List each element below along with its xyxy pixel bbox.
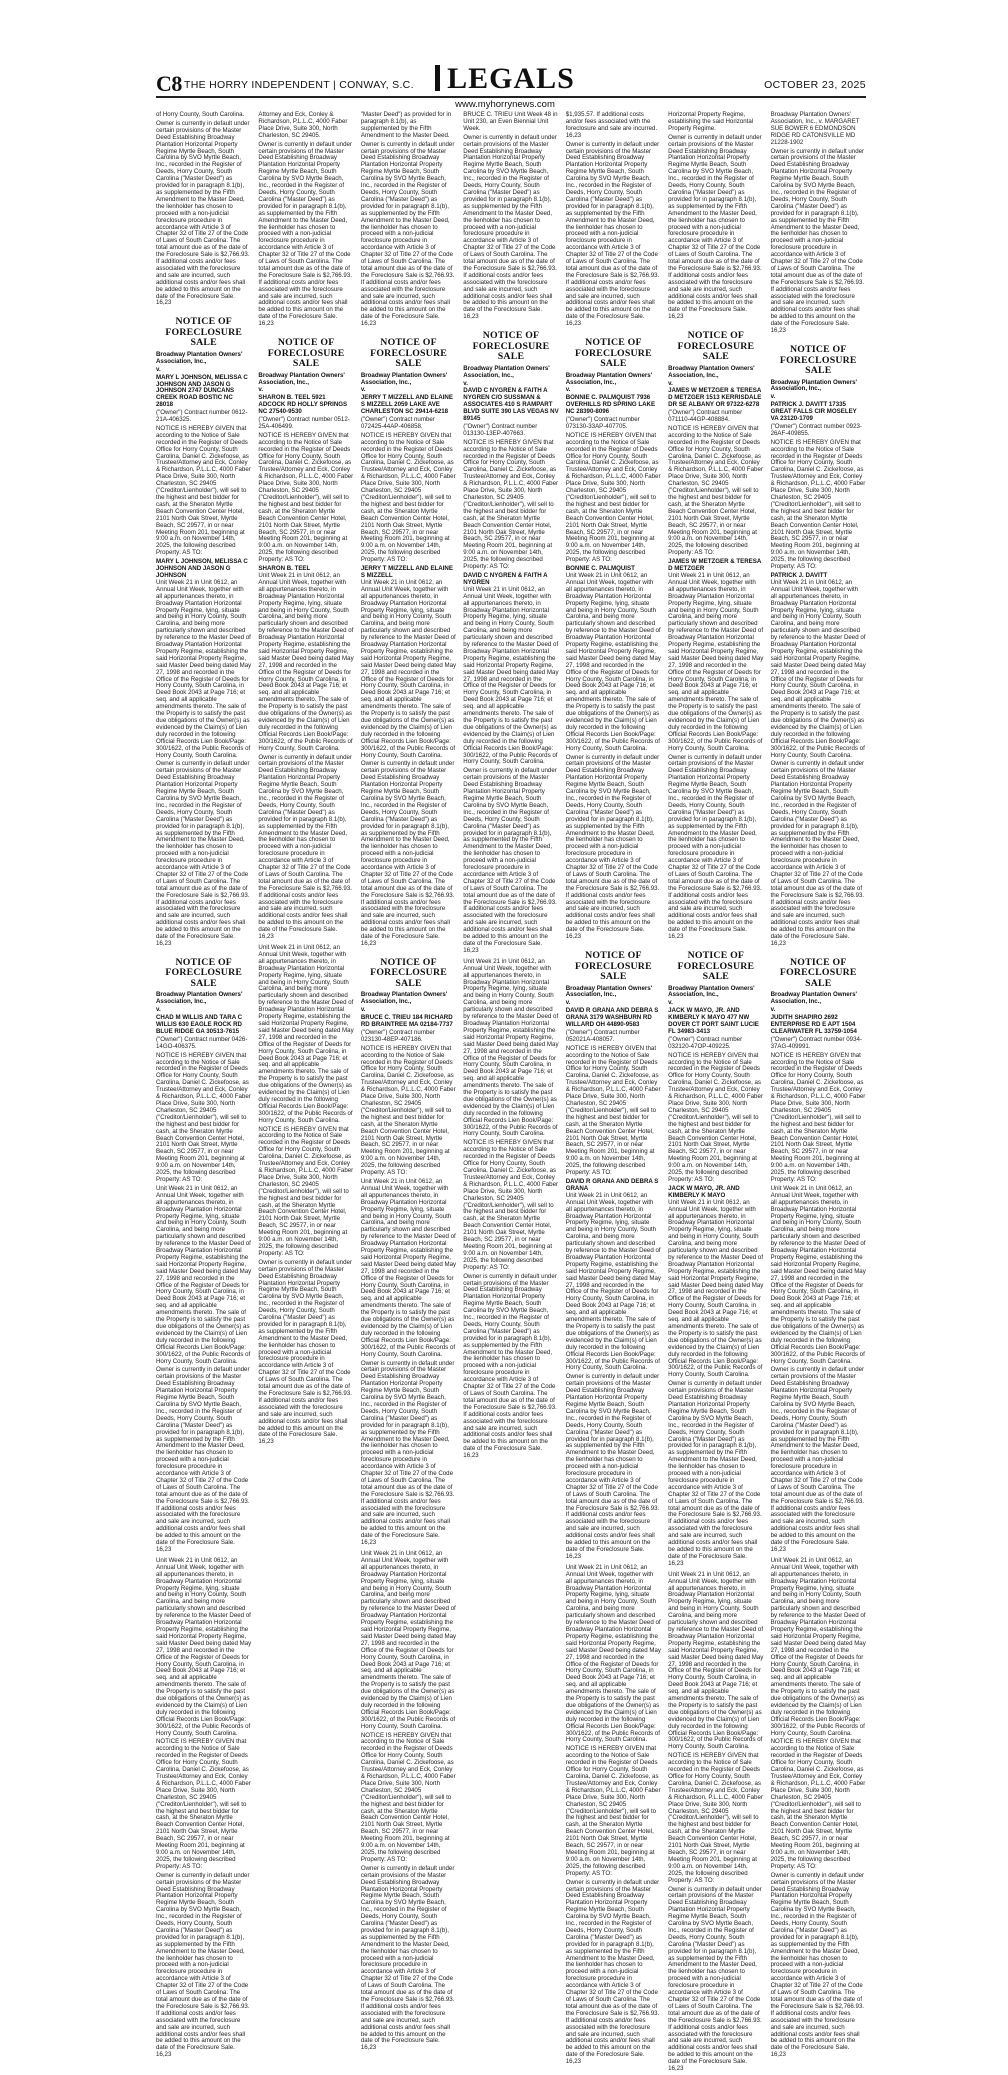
- notice-contract: ("Owner") Contract number 0934-37AG-409991.: [770, 1035, 862, 1050]
- column-lead-text: Broadway Plantation Owners' Association, Inc., v. MARGARET SUE BOWER 6 EDMONDSON RIDGE RD CATONSVILLE MD 21228-1902: [770, 111, 860, 146]
- boilerplate-text: Unit Week 21 in Unit 0612, an Annual Unit Week, together with all appurtenances thereto, in Broadway Plantation Horizontal Property Regime, lying, situate and being in Horry County, South Carolina, and being more particularly shown and described by reference to the Master Deed of Broadway Plantation Horizontal Property Regime, establishing the said Horizontal Property Regime, said Master Deed being dated May 27, 1998 and recorded in the Office of the Register of Deeds for Horry County, South Carolina, in Deed Book 2043 at Page 716; et seq. and all applicable amendments thereto. The sale of the Property is to satisfy the past due obligations of the Owner(s) as evidenced by the Claim(s) of Lien duly recorded in the following Official Records Lien Book/Page: 300/1622, of the Public Records of Horry County, South Carolina.: [565, 1563, 661, 1744]
- column-lead-text: Attorney and Eck, Conley & Richardson, P.L.L.C, 4000 Faber Place Drive, Suite 300, North Charleston, SC 29405.: [258, 111, 348, 139]
- header-rule: [156, 96, 866, 98]
- foreclosure-notice: [668, 951, 763, 1568]
- notice-versus: v.: [668, 379, 673, 387]
- notice-defendant: PATRICK J. DAVITT 17335 GREAT FALLS CIR MOSELEY VA 23120-1709: [770, 401, 857, 423]
- notice-heading: NOTICE OF FORECLOSURE SALE: [165, 956, 243, 989]
- notice-plaintiff: Broadway Plantation Owners' Association, Inc.,: [463, 364, 550, 379]
- notice-contract: ("Owner") Contract number 0612-21A-406325.: [156, 409, 248, 424]
- notice-defendant: JUDITH SHAPIRO 2692 ENTERPRISE RD E APT 1504 CLEARWATER FL 33759-1054: [770, 1014, 857, 1035]
- boilerplate-text: NOTICE IS HEREBY GIVEN that according to the Notice of Sale recorded in the Register of Deeds Office for Horry County, South Carolina, Daniel C. Zickefoose, as Trustee/Attorney and Eck, Conley & Richardson, P.L.L.C, 4000 Faber Place Drive, Suite 300, North Charleston, SC 29405 ("Creditor/Lienholder"), will sell to the highest and best bidder for cash, at the Sheraton Myrtle Beach Convention Center Hotel, 2101 North Oak Street, Myrtle Beach, SC 29577, in or near Meeting Room 201, beginning at 9:00 a.m. on November 14th, 2025, the following described Property: AS TO:: [668, 1752, 763, 1884]
- foreclosure-notice: [258, 338, 353, 941]
- notice-defendant: DAVID C NYGREN & FAITH A NYGREN C/O SUSSMAN & ASSOCIATES 410 S RAMPART BLVD SUITE 390 LAS VEGAS NV 89145: [463, 387, 559, 423]
- notice-body-text: Owner is currently in default under certain provisions of the Master Deed Establishing Broadway Plantation Horizontal Property Regime Myrtle Beach, South Carolina by SVO Myrtle Beach, Inc., recorded in the Register of Deeds, Horry County, South Carolina ("Master Deed") as provided for in paragraph 8.1(b), as supplemented by the Fifth Amendment to the Master Deed, the lienholder has chosen to proceed with a non-judicial foreclosure procedure in accordance with Article 3 of Chapter 32 of Title 27 of the Code of Laws of South Carolina. The total amount due as of the date of the Foreclosure Sale is $2,766.93. If additional costs and/or fees associated with the foreclosure and sale are incurred, such additional costs and/or fees shall be added to this amount on the date of the Foreclosure Sale. 16,23: [156, 760, 250, 947]
- boilerplate-text: Owner is currently in default under certain provisions of the Master Deed Establishing Broadway Plantation Horizontal Property Regime Myrtle Beach, South Carolina by SVO Myrtle Beach, Inc., recorded in the Register of Deeds, Horry County, South Carolina ("Master Deed") as provided for in paragraph 8.1(b), as supplemented by the Fifth Amendment to the Master Deed, the lienholder has chosen to proceed with a non-judicial foreclosure procedure in accordance with Article 3 of Chapter 32 of Title 27 of the Code of Laws of South Carolina. The total amount due as of the date of the Foreclosure Sale is $2,766.93. If additional costs and/or fees associated with the foreclosure and sale are incurred, such additional costs and/or fees shall be added to this amount on the date of the Foreclosure Sale. 16,23: [258, 140, 352, 328]
- notice-heading: NOTICE OF FORECLOSURE SALE: [779, 344, 857, 376]
- boilerplate-text: Owner is currently in default under certain provisions of the Master Deed Establishing Broadway Plantation Horizontal Property Regime Myrtle Beach, South Carolina by SVO Myrtle Beach, Inc., recorded in the Register of Deeds, Horry County, South Carolina ("Master Deed") as provided for in paragraph 8.1(b), as supplemented by the Fifth Amendment to the Master Deed, the lienholder has chosen to proceed with a non-judicial foreclosure procedure in accordance with Article 3 of Chapter 32 of Title 27 of the Code of Laws of South Carolina. The total amount due as of the date of the Foreclosure Sale is $2,766.93. If additional costs and/or fees associated with the foreclosure and sale are incurred, such additional costs and/or fees shall be added to this amount on the date of the Foreclosure Sale. 16,23: [156, 119, 250, 307]
- masthead: [0, 0, 1008, 110]
- notice-versus: v.: [565, 999, 571, 1007]
- notice-body-text: Owner is currently in default under certain provisions of the Master Deed Establishing Broadway Plantation Horizontal Property Regime Myrtle Beach, South Carolina by SVO Myrtle Beach, Inc., recorded in the Register of Deeds, Horry County, South Carolina ("Master Deed") as provided for in paragraph 8.1(b), as supplemented by the Fifth Amendment to the Master Deed, the lienholder has chosen to proceed with a non-judicial foreclosure procedure in accordance with Article 3 of Chapter 32 of Title 27 of the Code of Laws of South Carolina. The total amount due as of the date of the Foreclosure Sale is $2,766.93. If additional costs and/or fees associated with the foreclosure and sale are incurred, such additional costs and/or fees shall be added to this amount on the date of the Foreclosure Sale. 16,23: [258, 753, 352, 941]
- notice-property-text: Unit Week 21 in Unit 0612, an Annual Unit Week, together with all appurtenances thereto, in Broadway Plantation Horizontal Property Regime, lying, situate and being in Horry County, South Carolina, and being more particularly shown and described by reference to the Master Deed of Broadway Plantation Horizontal Property Regime, establishing the said Horizontal Property Regime, said Master Deed being dated May 27, 1998 and recorded in the Office of the Register of Deeds for Horry County, South Carolina, in Deed Book 2043 at Page 716; et seq. and all applicable amendments thereto. The sale of the Property is to satisfy the past due obligations of the Owner(s) as evidenced by the Claim(s) of Lien duly recorded in the following Official Records Lien Book/Page: 300/1622, of the Public Records of Horry County, South Carolina.: [770, 1184, 866, 1365]
- notice-trustee-text: NOTICE IS HEREBY GIVEN that according to the Notice of Sale recorded in the Register of Deeds Office for Horry County, South Carolina, Daniel C. Zickefoose, as Trustee/Attorney and Eck, Conley & Richardson, P.L.L.C, 4000 Faber Place Drive, Suite 300, North Charleston, SC 29405 ("Creditor/Lienholder"), will sell to the highest and best bidder for cash, at the Sheraton Myrtle Beach Convention Center Hotel, 2101 North Oak Street, Myrtle Beach, SC 29577, in or near Meeting Room 201, beginning at 9:00 a.m. on November 14th, 2025, the following described Property: AS TO:: [360, 1044, 456, 1177]
- notice-plaintiff: Broadway Plantation Owners' Association, Inc.,: [668, 984, 755, 999]
- boilerplate-text: Owner is currently in default under certain provisions of the Master Deed Establishing Broadway Plantation Horizontal Property Regime Myrtle Beach, South Carolina by SVO Myrtle Beach, Inc., recorded in the Register of Deeds, Horry County, South Carolina ("Master Deed") as provided for in paragraph 8.1(b), as supplemented by the Fifth Amendment to the Master Deed, the lienholder has chosen to proceed with a non-judicial foreclosure procedure in accordance with Article 3 of Chapter 32 of Title 27 of the Code of Laws of South Carolina. The total amount due as of the date of the Foreclosure Sale is $2,766.93. If additional costs and/or fees associated with the foreclosure and sale are incurred, such additional costs and/or fees shall be added to this amount on the date of the Foreclosure Sale. 16,23: [360, 140, 455, 328]
- notice-defendant: BRUCE C. TRIEU 184 RICHARD RD BRAINTREE MA 02184-7737: [360, 1014, 453, 1029]
- foreclosure-notice: [361, 338, 456, 948]
- notice-column: [566, 112, 661, 2075]
- notice-body-text: Owner is currently in default under certain provisions of the Master Deed Establishing Broadway Plantation Horizontal Property Regime Myrtle Beach, South Carolina by SVO Myrtle Beach, Inc., recorded in the Register of Deeds, Horry County, South Carolina ("Master Deed") as provided for in paragraph 8.1(b), as supplemented by the Fifth Amendment to the Master Deed, the lienholder has chosen to proceed with a non-judicial foreclosure procedure in accordance with Article 3 of Chapter 32 of Title 27 of the Code of Laws of South Carolina. The total amount due as of the date of the Foreclosure Sale is $2,766.93. If additional costs and/or fees associated with the foreclosure and sale are incurred, such additional costs and/or fees shall be added to this amount on the date of the Foreclosure Sale. 16,23: [463, 767, 557, 954]
- boilerplate-text: Owner is currently in default under certain provisions of the Master Deed Establishing Broadway Plantation Horizontal Property Regime Myrtle Beach, South Carolina by SVO Myrtle Beach, Inc., recorded in the Register of Deeds, Horry County, South Carolina ("Master Deed") as provided for in paragraph 8.1(b), as supplemented by the Fifth Amendment to the Master Deed, the lienholder has chosen to proceed with a non-judicial foreclosure procedure in accordance with Article 3 of Chapter 32 of Title 27 of the Code of Laws of South Carolina. The total amount due as of the date of the Foreclosure Sale is $2,766.93. If additional costs and/or fees associated with the foreclosure and sale are incurred, such additional costs and/or fees shall be added to this amount on the date of the Foreclosure Sale. 16,23: [156, 1871, 250, 2059]
- notice-contract: ("Owner") Contract number 073130-33AP-407705.: [565, 416, 640, 430]
- notice-plaintiff: Broadway Plantation Owners' Association, Inc.,: [770, 378, 857, 393]
- column-lead-text: Horizontal Property Regime, establishing the said Horizontal Property Regime.: [668, 111, 754, 132]
- notice-as-to: DAVID C NYGREN & FAITH A NYGREN: [463, 571, 548, 586]
- boilerplate-text: Unit Week 21 in Unit 0612, an Annual Unit Week, together with all appurtenances thereto, in Broadway Plantation Horizontal Property Regime, lying, situate and being in Horry County, South Carolina, and being more particularly shown and described by reference to the Master Deed of Broadway Plantation Horizontal Property Regime, establishing the said Horizontal Property Regime, said Master Deed being dated May 27, 1998 and recorded in the Office of the Register of Deeds for Horry County, South Carolina, in Deed Book 2043 at Page 716; et seq. and all applicable amendments thereto. The sale of the Property is to satisfy the past due obligations of the Owner(s) as evidenced by the Claim(s) of Lien duly recorded in the following Official Records Lien Book/Page: 300/1622, of the Public Records of Horry County, South Carolina.: [156, 1556, 252, 1737]
- notice-heading: NOTICE OF FORECLOSURE SALE: [677, 330, 755, 363]
- notice-as-to: BONNIE C. PALMQUIST: [565, 565, 635, 573]
- notice-plaintiff: Broadway Plantation Owners' Association, Inc.,: [258, 371, 345, 386]
- notice-defendant: BONNIE C. PALMQUIST 7936 OVERHILLS RD SPRING LAKE NC 28390-8096: [565, 394, 656, 416]
- notice-trustee-text: NOTICE IS HEREBY GIVEN that according to the Notice of Sale recorded in the Register of Deeds Office for Horry County, South Carolina, Daniel C. Zickefoose, as Trustee/Attorney and Eck, Conley & Richardson, P.L.L.C, 4000 Faber Place Drive, Suite 300, North Charleston, SC 29405 ("Creditor/Lienholder"), will sell to the highest and best bidder for cash, at the Sheraton Myrtle Beach Convention Center Hotel, 2101 North Oak Street, Myrtle Beach, SC 29577, in or near Meeting Room 201, beginning at 9:00 a.m. on November 14th, 2025, the following described Property: AS TO:: [770, 438, 866, 571]
- notice-column: [463, 112, 558, 2075]
- boilerplate-text: Owner is currently in default under certain provisions of the Master Deed Establishing Broadway Plantation Horizontal Property Regime Myrtle Beach, South Carolina by SVO Myrtle Beach, Inc., recorded in the Register of Deeds, Horry County, South Carolina ("Master Deed") as provided for in paragraph 8.1(b), as supplemented by the Fifth Amendment to the Master Deed, the lienholder has chosen to proceed with a non-judicial foreclosure procedure in accordance with Article 3 of Chapter 32 of Title 27 of the Code of Laws of South Carolina. The total amount due as of the date of the Foreclosure Sale is $2,766.93. If additional costs and/or fees associated with the foreclosure and sale are incurred, such additional costs and/or fees shall be added to this amount on the date of the Foreclosure Sale. 16,23: [770, 1871, 865, 2059]
- foreclosure-notice: [463, 331, 558, 955]
- boilerplate-text: NOTICE IS HEREBY GIVEN that according to the Notice of Sale recorded in the Register of Deeds Office for Horry County, South Carolina, Daniel C. Zickefoose, as Trustee/Attorney and Eck, Conley & Richardson, P.L.L.C, 4000 Faber Place Drive, Suite 300, North Charleston, SC 29405 ("Creditor/Lienholder"), will sell to the highest and best bidder for cash, at the Sheraton Myrtle Beach Convention Center Hotel, 2101 North Oak Street, Myrtle Beach, SC 29577, in or near Meeting Room 201, beginning at 9:00 a.m. on November 14th, 2025, the following described Property: AS TO:: [770, 1738, 866, 1870]
- foreclosure-notice: [156, 958, 251, 1554]
- boilerplate-text: Owner is currently in default under certain provisions of the Master Deed Establishing Broadway Plantation Horizontal Property Regime Myrtle Beach, South Carolina by SVO Myrtle Beach, Inc., recorded in the Register of Deeds, Horry County, South Carolina ("Master Deed") as provided for in paragraph 8.1(b), as supplemented by the Fifth Amendment to the Master Deed, the lienholder has chosen to proceed with a non-judicial foreclosure procedure in accordance with Article 3 of Chapter 32 of Title 27 of the Code of Laws of South Carolina. The total amount due as of the date of the Foreclosure Sale is $2,766.93. If additional costs and/or fees associated with the foreclosure and sale are incurred, such additional costs and/or fees shall be added to this amount on the date of the Foreclosure Sale. 16,23: [258, 1258, 352, 1446]
- notice-plaintiff: Broadway Plantation Owners' Association, Inc.,: [668, 364, 755, 379]
- notice-as-to: JAMES W METZGER & TERESA D METZGER: [668, 558, 762, 573]
- notice-plaintiff: Broadway Plantation Owners' Association, Inc.,: [360, 991, 448, 1006]
- notice-column: [668, 112, 763, 2075]
- notice-defendant: DAVID R GRANA AND DEBRA S GRANA 3179 WASHBURN RD WILLARD OH 44890-9583: [565, 1007, 659, 1029]
- notice-property-text: Unit Week 21 in Unit 0612, an Annual Unit Week, together with all appurtenances thereto, in Broadway Plantation Horizontal Property Regime, lying, situate and being in Horry County, South Carolina, and being more particularly shown and described by reference to the Master Deed of Broadway Plantation Horizontal Property Regime, establishing the said Horizontal Property Regime, said Master Deed being dated May 27, 1998 and recorded in the Office of the Register of Deeds for Horry County, South Carolina, in Deed Book 2043 at Page 716; et seq. and all applicable amendments thereto. The sale of the Property is to satisfy the past due obligations of the Owner(s) as evidenced by the Claim(s) of Lien duly recorded in the following Official Records Lien Book/Page: 300/1622, of the Public Records of Horry County, South Carolina.: [360, 578, 457, 759]
- notice-body-text: Owner is currently in default under certain provisions of the Master Deed Establishing Broadway Plantation Horizontal Property Regime Myrtle Beach, South Carolina by SVO Myrtle Beach, Inc., recorded in the Register of Deeds, Horry County, South Carolina ("Master Deed") as provided for in paragraph 8.1(b), as supplemented by the Fifth Amendment to the Master Deed, the lienholder has chosen to proceed with a non-judicial foreclosure procedure in accordance with Article 3 of Chapter 32 of Title 27 of the Code of Laws of South Carolina. The total amount due as of the date of the Foreclosure Sale is $2,766.93. If additional costs and/or fees associated with the foreclosure and sale are incurred, such additional costs and/or fees shall be added to this amount on the date of the Foreclosure Sale. 16,23: [565, 753, 660, 941]
- notice-column: [771, 112, 866, 2075]
- notice-heading: NOTICE OF FORECLOSURE SALE: [370, 956, 447, 989]
- notice-body-text: Owner is currently in default under certain provisions of the Master Deed Establishing Broadway Plantation Horizontal Property Regime Myrtle Beach, South Carolina by SVO Myrtle Beach, Inc., recorded in the Register of Deeds, Horry County, South Carolina ("Master Deed") as provided for in paragraph 8.1(b), as supplemented by the Fifth Amendment to the Master Deed, the lienholder has chosen to proceed with a non-judicial foreclosure procedure in accordance with Article 3 of Chapter 32 of Title 27 of the Code of Laws of South Carolina. The total amount due as of the date of the Foreclosure Sale is $2,766.93. If additional costs and/or fees associated with the foreclosure and sale are incurred, such additional costs and/or fees shall be added to this amount on the date of the Foreclosure Sale. 16,23: [770, 760, 865, 947]
- notice-heading: NOTICE OF FORECLOSURE SALE: [677, 950, 755, 982]
- column-lead-text: BRUCE C. TRIEU Unit Week 48 in Unit 230, an Even Biennial Unit Week.: [463, 111, 558, 132]
- notice-plaintiff: Broadway Plantation Owners' Association, Inc.,: [565, 371, 653, 386]
- notice-plaintiff: Broadway Plantation Owners' Association, Inc.,: [156, 350, 243, 365]
- boilerplate-text: NOTICE IS HEREBY GIVEN that according to the Notice of Sale recorded in the Register of Deeds Office for Horry County, South Carolina, Daniel C. Zickefoose, as Trustee/Attorney and Eck, Conley & Richardson, P.L.L.C, 4000 Faber Place Drive, Suite 300, North Charleston, SC 29405 ("Creditor/Lienholder"), will sell to the highest and best bidder for cash, at the Sheraton Myrtle Beach Convention Center Hotel, 2101 North Oak Street, Myrtle Beach, SC 29577, in or near Meeting Room 201, beginning at 9:00 a.m. on November 14th, 2025, the following described Property: AS TO:: [156, 1738, 251, 1870]
- notice-contract: ("Owner") Contract number 023130-48EP-407186.: [360, 1028, 435, 1043]
- boilerplate-text: Owner is currently in default under certain provisions of the Master Deed Establishing Broadway Plantation Horizontal Property Regime Myrtle Beach, South Carolina by SVO Myrtle Beach, Inc., recorded in the Register of Deeds, Horry County, South Carolina ("Master Deed") as provided for in paragraph 8.1(b), as supplemented by the Fifth Amendment to the Master Deed, the lienholder has chosen to proceed with a non-judicial foreclosure procedure in accordance with Article 3 of Chapter 32 of Title 27 of the Code of Laws of South Carolina. The total amount due as of the date of the Foreclosure Sale is $2,766.93. If additional costs and/or fees associated with the foreclosure and sale are incurred, such additional costs and/or fees shall be added to this amount on the date of the Foreclosure Sale. 16,23: [565, 1878, 660, 2066]
- foreclosure-notice: [566, 951, 661, 1561]
- notice-contract: ("Owner") Contract number 013130-13EP-407663.: [463, 422, 538, 437]
- notice-versus: v.: [360, 386, 366, 394]
- notice-body-text: Owner is currently in default under certain provisions of the Master Deed Establishing Broadway Plantation Horizontal Property Regime Myrtle Beach, South Carolina by SVO Myrtle Beach, Inc., recorded in the Register of Deeds, Horry County, South Carolina ("Master Deed") as provided for in paragraph 8.1(b), as supplemented by the Fifth Amendment to the Master Deed, the lienholder has chosen to proceed with a non-judicial foreclosure procedure in accordance with Article 3 of Chapter 32 of Title 27 of the Code of Laws of South Carolina. The total amount due as of the date of the Foreclosure Sale is $2,766.93. If additional costs and/or fees associated with the foreclosure and sale are incurred, such additional costs and/or fees shall be added to this amount on the date of the Foreclosure Sale. 16,23: [360, 1359, 455, 1547]
- notice-as-to: JERRY T MIZZELL AND ELAINE S MIZZELL: [360, 565, 453, 579]
- notice-contract: ("Owner") Contract number 071110-44GP-408884.: [668, 409, 743, 424]
- legal-notices-columns: [156, 111, 866, 2073]
- column-lead-text: "Master Deed") as provided for in paragraph 8.1(b), as supplemented by the Fifth Amendment to the Master Deed.: [360, 111, 452, 139]
- notice-trustee-text: NOTICE IS HEREBY GIVEN that according to the Notice of Sale recorded in the Register of Deeds Office for Horry County, South Carolina, Daniel C. Zickefoose, as Trustee/Attorney and Eck, Conley & Richardson, P.L.L.C, 4000 Faber Place Drive, Suite 300, North Charleston, SC 29405 ("Creditor/Lienholder"), will sell to the highest and best bidder for cash, at the Sheraton Myrtle Beach Convention Center Hotel, 2101 North Oak Street, Myrtle Beach, SC 29577, in or near Meeting Room 201, beginning at 9:00 a.m. on November 14th, 2025, the following described Property: AS TO:: [463, 438, 559, 571]
- boilerplate-text: Unit Week 21 in Unit 0612, an Annual Unit Week, together with all appurtenances thereto, in Broadway Plantation Horizontal Property Regime, lying, situate and being in Horry County, South Carolina, and being more particularly shown and described by reference to the Master Deed of Broadway Plantation Horizontal Property Regime, establishing the said Horizontal Property Regime, said Master Deed being dated May 27, 1998 and recorded in the Office of the Register of Deeds for Horry County, South Carolina, in Deed Book 2043 at Page 716; et seq. and all applicable amendments thereto. The sale of the Property is to satisfy the past due obligations of the Owner(s) as evidenced by the Claim(s) of Lien duly recorded in the following Official Records Lien Book/Page: 300/1622, of the Public Records of Horry County, South Carolina.: [360, 1550, 457, 1730]
- notice-trustee-text: NOTICE IS HEREBY GIVEN that according to the Notice of Sale recorded in the Register of Deeds Office for Horry County, South Carolina, Daniel C. Zickefoose, as Trustee/Attorney and Eck, Conley & Richardson, P.L.L.C, 4000 Faber Place Drive, Suite 300, North Charleston, SC 29405 ("Creditor/Lienholder"), will sell to the highest and best bidder for cash, at the Sheraton Myrtle Beach Convention Center Hotel, 2101 North Oak Street, Myrtle Beach, SC 29577, in or near Meeting Room 201, beginning at 9:00 a.m. on November 14th, 2025, the following described Property: AS TO:: [565, 1044, 661, 1177]
- notice-heading: NOTICE OF FORECLOSURE SALE: [575, 337, 652, 370]
- boilerplate-text: Owner is currently in default under certain provisions of the Master Deed Establishing Broadway Plantation Horizontal Property Regime Myrtle Beach, South Carolina by SVO Myrtle Beach, Inc., recorded in the Register of Deeds, Horry County, South Carolina ("Master Deed") as provided for in paragraph 8.1(b), as supplemented by the Fifth Amendment to the Master Deed, the lienholder has chosen to proceed with a non-judicial foreclosure procedure in accordance with Article 3 of Chapter 32 of Title 27 of the Code of Laws of South Carolina. The total amount due as of the date of the Foreclosure Sale is $2,766.93. If additional costs and/or fees associated with the foreclosure and sale are incurred, such additional costs and/or fees shall be added to this amount on the date of the Foreclosure Sale. 16,23: [463, 133, 557, 321]
- notice-as-to: MARY L JOHNSON, MELISSA C JOHNSON AND JASON G JOHNSON: [156, 558, 248, 579]
- notice-column: [258, 112, 353, 2075]
- notice-body-text: Owner is currently in default under certain provisions of the Master Deed Establishing Broadway Plantation Horizontal Property Regime Myrtle Beach, South Carolina by SVO Myrtle Beach, Inc., recorded in the Register of Deeds, Horry County, South Carolina ("Master Deed") as provided for in paragraph 8.1(b), as supplemented by the Fifth Amendment to the Master Deed, the lienholder has chosen to proceed with a non-judicial foreclosure procedure in accordance with Article 3 of Chapter 32 of Title 27 of the Code of Laws of South Carolina. The total amount due as of the date of the Foreclosure Sale is $2,766.93. If additional costs and/or fees associated with the foreclosure and sale are incurred, such additional costs and/or fees shall be added to this amount on the date of the Foreclosure Sale. 16,23: [668, 753, 762, 941]
- foreclosure-notice: [771, 345, 866, 948]
- boilerplate-text: Owner is currently in default under certain provisions of the Master Deed Establishing Broadway Plantation Horizontal Property Regime Myrtle Beach, South Carolina by SVO Myrtle Beach, Inc., recorded in the Register of Deeds, Horry County, South Carolina ("Master Deed") as provided for in paragraph 8.1(b), as supplemented by the Fifth Amendment to the Master Deed, the lienholder has chosen to proceed with a non-judicial foreclosure procedure in accordance with Article 3 of Chapter 32 of Title 27 of the Code of Laws of South Carolina. The total amount due as of the date of the Foreclosure Sale is $2,766.93. If additional costs and/or fees associated with the foreclosure and sale are incurred, such additional costs and/or fees shall be added to this amount on the date of the Foreclosure Sale. 16,23: [770, 147, 865, 335]
- boilerplate-text: Unit Week 21 in Unit 0612, an Annual Unit Week, together with all appurtenances thereto, in Broadway Plantation Horizontal Property Regime, lying, situate and being in Horry County, South Carolina, and being more particularly shown and described by reference to the Master Deed of Broadway Plantation Horizontal Property Regime, establishing the said Horizontal Property Regime, said Master Deed being dated May 27, 1998 and recorded in the Office of the Register of Deeds for Horry County, South Carolina, in Deed Book 2043 at Page 716; et seq. and all applicable amendments thereto. The sale of the Property is to satisfy the past due obligations of the Owner(s) as evidenced by the Claim(s) of Lien duly recorded in the following Official Records Lien Book/Page: 300/1622, of the Public Records of Horry County, South Carolina.: [463, 957, 559, 1138]
- notice-property-text: Unit Week 21 in Unit 0612, an Annual Unit Week, together with all appurtenances thereto, in Broadway Plantation Horizontal Property Regime, lying, situate and being in Horry County, South Carolina, and being more particularly shown and described by reference to the Master Deed of Broadway Plantation Horizontal Property Regime, establishing the said Horizontal Property Regime, said Master Deed being dated May 27, 1998 and recorded in the Office of the Register of Deeds for Horry County, South Carolina, in Deed Book 2043 at Page 716; et seq. and all applicable amendments thereto. The sale of the Property is to satisfy the past due obligations of the Owner(s) as evidenced by the Claim(s) of Lien duly recorded in the following Official Records Lien Book/Page: 300/1622, of the Public Records of Horry County, South Carolina.: [668, 571, 764, 752]
- boilerplate-text: Owner is currently in default under certain provisions of the Master Deed Establishing Broadway Plantation Horizontal Property Regime Myrtle Beach, South Carolina by SVO Myrtle Beach, Inc., recorded in the Register of Deeds, Horry County, South Carolina ("Master Deed") as provided for in paragraph 8.1(b), as supplemented by the Fifth Amendment to the Master Deed, the lienholder has chosen to proceed with a non-judicial foreclosure procedure in accordance with Article 3 of Chapter 32 of Title 27 of the Code of Laws of South Carolina. The total amount due as of the date of the Foreclosure Sale is $2,766.93. If additional costs and/or fees associated with the foreclosure and sale are incurred, such additional costs and/or fees shall be added to this amount on the date of the Foreclosure Sale. 16,23: [565, 140, 660, 328]
- notice-versus: v.: [156, 1006, 161, 1014]
- notice-property-text: Unit Week 21 in Unit 0612, an Annual Unit Week, together with all appurtenances thereto, in Broadway Plantation Horizontal Property Regime, lying, situate and being in Horry County, South Carolina, and being more particularly shown and described by reference to the Master Deed of Broadway Plantation Horizontal Property Regime, establishing the said Horizontal Property Regime, said Master Deed being dated May 27, 1998 and recorded in the Office of the Register of Deeds for Horry County, South Carolina, in Deed Book 2043 at Page 716; et seq. and all applicable amendments thereto. The sale of the Property is to satisfy the past due obligations of the Owner(s) as evidenced by the Claim(s) of Lien duly recorded in the following Official Records Lien Book/Page: 300/1622, of the Public Records of Horry County, South Carolina.: [668, 1198, 764, 1379]
- section-title: [430, 62, 580, 96]
- notice-trustee-text: NOTICE IS HEREBY GIVEN that according to the Notice of Sale recorded in the Register of Deeds Office for Horry County, South Carolina, Daniel C. Zickefoose, as Trustee/Attorney and Eck, Conley & Richardson, P.L.L.C, 4000 Faber Place Drive, Suite 300, North Charleston, SC 29405 ("Creditor/Lienholder"), will sell to the highest and best bidder for cash, at the Sheraton Myrtle Beach Convention Center Hotel, 2101 North Oak Street, Myrtle Beach, SC 29577, in or near Meeting Room 201, beginning at 9:00 a.m. on November 14th, 2025, the following described Property: AS TO:: [668, 1051, 763, 1183]
- foreclosure-notice: [566, 338, 661, 941]
- column-lead-text: $1,935.57. If additional costs and/or fees associated with the foreclosure and sale are incurred. 16,23: [565, 111, 658, 139]
- notice-trustee-text: NOTICE IS HEREBY GIVEN that according to the Notice of Sale recorded in the Register of Deeds Office for Horry County, South Carolina, Daniel C. Zickefoose, as Trustee/Attorney and Eck, Conley & Richardson, P.L.L.C, 4000 Faber Place Drive, Suite 300, North Charleston, SC 29405 ("Creditor/Lienholder"), will sell to the highest and best bidder for cash, at the Sheraton Myrtle Beach Convention Center Hotel, 2101 North Oak Street, Myrtle Beach, SC 29577, in or near Meeting Room 201, beginning at 9:00 a.m. on November 14th, 2025, the following described Property: AS TO:: [770, 1051, 866, 1183]
- notice-trustee-text: NOTICE IS HEREBY GIVEN that according to the Notice of Sale recorded in the Register of Deeds Office for Horry County, South Carolina, Daniel C. Zickefoose, as Trustee/Attorney and Eck, Conley & Richardson, P.L.L.C, 4000 Faber Place Drive, Suite 300, North Charleston, SC 29405 ("Creditor/Lienholder"), will sell to the highest and best bidder for cash, at the Sheraton Myrtle Beach Convention Center Hotel, 2101 North Oak Street, Myrtle Beach, SC 29577, in or near Meeting Room 201, beginning at 9:00 a.m. on November 14th, 2025, the following described Property: AS TO:: [565, 431, 661, 564]
- notice-versus: v.: [258, 386, 264, 394]
- notice-versus: v.: [668, 999, 673, 1007]
- notice-property-text: Unit Week 21 in Unit 0612, an Annual Unit Week, together with all appurtenances thereto, in Broadway Plantation Horizontal Property Regime, lying, situate and being in Horry County, South Carolina, and being more particularly shown and described by reference to the Master Deed of Broadway Plantation Horizontal Property Regime, establishing the said Horizontal Property Regime, said Master Deed being dated May 27, 1998 and recorded in the Office of the Register of Deeds for Horry County, South Carolina, in Deed Book 2043 at Page 716; et seq. and all applicable amendments thereto. The sale of the Property is to satisfy the past due obligations of the Owner(s) as evidenced by the Claim(s) of Lien duly recorded in the following Official Records Lien Book/Page: 300/1622, of the Public Records of Horry County, South Carolina.: [156, 578, 252, 759]
- notice-defendant: CHAD M WILLIS AND TARA C WILLIS 630 EAGLE ROCK RD BLUE RIDGE GA 30513-7615: [156, 1014, 243, 1035]
- notice-versus: v.: [156, 365, 161, 373]
- boilerplate-text: NOTICE IS HEREBY GIVEN that according to the Notice of Sale recorded in the Register of Deeds Office for Horry County, South Carolina, Daniel C. Zickefoose, as Trustee/Attorney and Eck, Conley & Richardson, P.L.L.C, 4000 Faber Place Drive, Suite 300, North Charleston, SC 29405 ("Creditor/Lienholder"), will sell to the highest and best bidder for cash, at the Sheraton Myrtle Beach Convention Center Hotel, 2101 North Oak Street, Myrtle Beach, SC 29577, in or near Meeting Room 201, beginning at 9:00 a.m. on November 14th, 2025, the following described Property: AS TO:: [360, 1731, 456, 1863]
- publication-name: THE HORRY INDEPENDENT | CONWAY, S.C.: [184, 79, 414, 91]
- notice-property-text: Unit Week 21 in Unit 0612, an Annual Unit Week, together with all appurtenances thereto, in Broadway Plantation Horizontal Property Regime, lying, situate and being in Horry County, South Carolina, and being more particularly shown and described by reference to the Master Deed of Broadway Plantation Horizontal Property Regime, establishing the said Horizontal Property Regime, said Master Deed being dated May 27, 1998 and recorded in the Office of the Register of Deeds for Horry County, South Carolina, in Deed Book 2043 at Page 716; et seq. and all applicable amendments thereto. The sale of the Property is to satisfy the past due obligations of the Owner(s) as evidenced by the Claim(s) of Lien duly recorded in the following Official Records Lien Book/Page: 300/1622, of the Public Records of Horry County, South Carolina.: [565, 571, 661, 752]
- notice-trustee-text: NOTICE IS HEREBY GIVEN that according to the Notice of Sale recorded in the Register of Deeds Office for Horry County, South Carolina, Daniel C. Zickefoose, as Trustee/Attorney and Eck, Conley & Richardson, P.L.L.C, 4000 Faber Place Drive, Suite 300, North Charleston, SC 29405 ("Creditor/Lienholder"), will sell to the highest and best bidder for cash, at the Sheraton Myrtle Beach Convention Center Hotel, 2101 North Oak Street, Myrtle Beach, SC 29577, in or near Meeting Room 201, beginning at 9:00 a.m. on November 14th, 2025, the following described Property: AS TO:: [668, 424, 763, 557]
- notice-body-text: Owner is currently in default under certain provisions of the Master Deed Establishing Broadway Plantation Horizontal Property Regime Myrtle Beach, South Carolina by SVO Myrtle Beach, Inc., recorded in the Register of Deeds, Horry County, South Carolina ("Master Deed") as provided for in paragraph 8.1(b), as supplemented by the Fifth Amendment to the Master Deed, the lienholder has chosen to proceed with a non-judicial foreclosure procedure in accordance with Article 3 of Chapter 32 of Title 27 of the Code of Laws of South Carolina. The total amount due as of the date of the Foreclosure Sale is $2,766.93. If additional costs and/or fees associated with the foreclosure and sale are incurred, such additional costs and/or fees shall be added to this amount on the date of the Foreclosure Sale. 16,23: [565, 1373, 660, 1560]
- foreclosure-notice: [771, 958, 866, 1554]
- notice-defendant: JAMES W METZGER & TERESA D METZGER 1513 KERRISDALE DR SE ALBANY OR 97322-6278: [668, 387, 762, 409]
- notice-column: [156, 112, 251, 2075]
- boilerplate-text: NOTICE IS HEREBY GIVEN that according to the Notice of Sale recorded in the Register of Deeds Office for Horry County, South Carolina, Daniel C. Zickefoose, as Trustee/Attorney and Eck, Conley & Richardson, P.L.L.C, 4000 Faber Place Drive, Suite 300, North Charleston, SC 29405 ("Creditor/Lienholder"), will sell to the highest and best bidder for cash, at the Sheraton Myrtle Beach Convention Center Hotel, 2101 North Oak Street, Myrtle Beach, SC 29577, in or near Meeting Room 201, beginning at 9:00 a.m. on November 14th, 2025, the following described Property: AS TO:: [565, 1745, 661, 1877]
- notice-contract: ("Owner") Contract number 072425-44AP-406858.: [360, 416, 435, 430]
- notice-heading: NOTICE OF FORECLOSURE SALE: [267, 337, 345, 370]
- column-lead-text: of Horry County, South Carolina.: [156, 111, 245, 118]
- notice-contract: ("Owner") Contract number 052021A-408057.: [565, 1028, 640, 1043]
- foreclosure-notice: [156, 317, 251, 948]
- boilerplate-text: Owner is currently in default under certain provisions of the Master Deed Establishing Broadway Plantation Horizontal Property Regime Myrtle Beach, South Carolina by SVO Myrtle Beach, Inc., recorded in the Register of Deeds, Horry County, South Carolina ("Master Deed") as provided for in paragraph 8.1(b), as supplemented by the Fifth Amendment to the Master Deed, the lienholder has chosen to proceed with a non-judicial foreclosure procedure in accordance with Article 3 of Chapter 32 of Title 27 of the Code of Laws of South Carolina. The total amount due as of the date of the Foreclosure Sale is $2,766.93. If additional costs and/or fees associated with the foreclosure and sale are incurred, such additional costs and/or fees shall be added to this amount on the date of the Foreclosure Sale. 16,23: [463, 1272, 557, 1460]
- notice-heading: NOTICE OF FORECLOSURE SALE: [370, 337, 447, 370]
- boilerplate-text: Unit Week 21 in Unit 0612, an Annual Unit Week, together with all appurtenances thereto, in Broadway Plantation Horizontal Property Regime, lying, situate and being in Horry County, South Carolina, and being more particularly shown and described by reference to the Master Deed of Broadway Plantation Horizontal Property Regime, establishing the said Horizontal Property Regime, said Master Deed being dated May 27, 1998 and recorded in the Office of the Register of Deeds for Horry County, South Carolina, in Deed Book 2043 at Page 716; et seq. and all applicable amendments thereto. The sale of the Property is to satisfy the past due obligations of the Owner(s) as evidenced by the Claim(s) of Lien duly recorded in the following Official Records Lien Book/Page: 300/1622, of the Public Records of Horry County, South Carolina.: [258, 944, 354, 1124]
- notice-versus: v.: [565, 386, 571, 394]
- notice-plaintiff: Broadway Plantation Owners' Association, Inc.,: [360, 371, 448, 386]
- notice-body-text: Owner is currently in default under certain provisions of the Master Deed Establishing Broadway Plantation Horizontal Property Regime Myrtle Beach, South Carolina by SVO Myrtle Beach, Inc., recorded in the Register of Deeds, Horry County, South Carolina ("Master Deed") as provided for in paragraph 8.1(b), as supplemented by the Fifth Amendment to the Master Deed, the lienholder has chosen to proceed with a non-judicial foreclosure procedure in accordance with Article 3 of Chapter 32 of Title 27 of the Code of Laws of South Carolina. The total amount due as of the date of the Foreclosure Sale is $2,766.93. If additional costs and/or fees associated with the foreclosure and sale are incurred, such additional costs and/or fees shall be added to this amount on the date of the Foreclosure Sale. 16,23: [668, 1380, 762, 1567]
- notice-heading: NOTICE OF FORECLOSURE SALE: [472, 330, 550, 363]
- notice-defendant: SHARON B. TEEL 5921 ADCOCK RD HOLLY SPRINGS NC 27540-9530: [258, 394, 348, 416]
- website-link[interactable]: www.myhorrynews.com: [455, 99, 555, 110]
- notice-contract: ("Owner") Contract number 0426-14GO-406375.: [156, 1035, 248, 1050]
- notice-property-text: Unit Week 21 in Unit 0612, an Annual Unit Week, together with all appurtenances thereto, in Broadway Plantation Horizontal Property Regime, lying, situate and being in Horry County, South Carolina, and being more particularly shown and described by reference to the Master Deed of Broadway Plantation Horizontal Property Regime, establishing the said Horizontal Property Regime, said Master Deed being dated May 27, 1998 and recorded in the Office of the Register of Deeds for Horry County, South Carolina, in Deed Book 2043 at Page 716; et seq. and all applicable amendments thereto. The sale of the Property is to satisfy the past due obligations of the Owner(s) as evidenced by the Claim(s) of Lien duly recorded in the following Official Records Lien Book/Page: 300/1622, of the Public Records of Horry County, South Carolina.: [258, 571, 354, 752]
- notice-versus: v.: [463, 379, 468, 387]
- boilerplate-text: NOTICE IS HEREBY GIVEN that according to the Notice of Sale recorded in the Register of Deeds Office for Horry County, South Carolina, Daniel C. Zickefoose, as Trustee/Attorney and Eck, Conley & Richardson, P.L.L.C, 4000 Faber Place Drive, Suite 300, North Charleston, SC 29405 ("Creditor/Lienholder"), will sell to the highest and best bidder for cash, at the Sheraton Myrtle Beach Convention Center Hotel, 2101 North Oak Street, Myrtle Beach, SC 29577, in or near Meeting Room 201, beginning at 9:00 a.m. on November 14th, 2025, the following described Property: AS TO:: [463, 1139, 559, 1271]
- foreclosure-notice: [361, 958, 456, 1547]
- notice-as-to: PATRICK J. DAVITT: [770, 571, 828, 579]
- foreclosure-notice: [668, 331, 763, 941]
- notice-trustee-text: NOTICE IS HEREBY GIVEN that according to the Notice of Sale recorded in the Register of Deeds Office for Horry County, South Carolina, Daniel C. Zickefoose, as Trustee/Attorney and Eck, Conley & Richardson, P.L.L.C, 4000 Faber Place Drive, Suite 300, North Charleston, SC 29405 ("Creditor/Lienholder"), will sell to the highest and best bidder for cash, at the Sheraton Myrtle Beach Convention Center Hotel, 2101 North Oak Street, Myrtle Beach, SC 29577, in or near Meeting Room 201, beginning at 9:00 a.m. on November 14th, 2025, the following described Property: AS TO:: [156, 424, 251, 557]
- notice-body-text: Owner is currently in default under certain provisions of the Master Deed Establishing Broadway Plantation Horizontal Property Regime Myrtle Beach, South Carolina by SVO Myrtle Beach, Inc., recorded in the Register of Deeds, Horry County, South Carolina ("Master Deed") as provided for in paragraph 8.1(b), as supplemented by the Fifth Amendment to the Master Deed, the lienholder has chosen to proceed with a non-judicial foreclosure procedure in accordance with Article 3 of Chapter 32 of Title 27 of the Code of Laws of South Carolina. The total amount due as of the date of the Foreclosure Sale is $2,766.93. If additional costs and/or fees associated with the foreclosure and sale are incurred, such additional costs and/or fees shall be added to this amount on the date of the Foreclosure Sale. 16,23: [156, 1366, 250, 1553]
- notice-property-text: Unit Week 21 in Unit 0612, an Annual Unit Week, together with all appurtenances thereto, in Broadway Plantation Horizontal Property Regime, lying, situate and being in Horry County, South Carolina, and being more particularly shown and described by reference to the Master Deed of Broadway Plantation Horizontal Property Regime, establishing the said Horizontal Property Regime, said Master Deed being dated May 27, 1998 and recorded in the Office of the Register of Deeds for Horry County, South Carolina, in Deed Book 2043 at Page 716; et seq. and all applicable amendments thereto. The sale of the Property is to satisfy the past due obligations of the Owner(s) as evidenced by the Claim(s) of Lien duly recorded in the following Official Records Lien Book/Page: 300/1622, of the Public Records of Horry County, South Carolina.: [360, 1177, 457, 1358]
- section-title-text: LEGALS: [447, 62, 575, 95]
- boilerplate-text: Unit Week 21 in Unit 0612, an Annual Unit Week, together with all appurtenances thereto, in Broadway Plantation Horizontal Property Regime, lying, situate and being in Horry County, South Carolina, and being more particularly shown and described by reference to the Master Deed of Broadway Plantation Horizontal Property Regime, establishing the said Horizontal Property Regime, said Master Deed being dated May 27, 1998 and recorded in the Office of the Register of Deeds for Horry County, South Carolina, in Deed Book 2043 at Page 716; et seq. and all applicable amendments thereto. The sale of the Property is to satisfy the past due obligations of the Owner(s) as evidenced by the Claim(s) of Lien duly recorded in the following Official Records Lien Book/Page: 300/1622, of the Public Records of Horry County, South Carolina.: [770, 1556, 866, 1737]
- notice-versus: v.: [770, 393, 776, 401]
- notice-trustee-text: NOTICE IS HEREBY GIVEN that according to the Notice of Sale recorded in the Register of Deeds Office for Horry County, South Carolina, Daniel C. Zickefoose, as Trustee/Attorney and Eck, Conley & Richardson, P.L.L.C, 4000 Faber Place Drive, Suite 300, North Charleston, SC 29405 ("Creditor/Lienholder"), will sell to the highest and best bidder for cash, at the Sheraton Myrtle Beach Convention Center Hotel, 2101 North Oak Street, Myrtle Beach, SC 29577, in or near Meeting Room 201, beginning at 9:00 a.m. on November 14th, 2025, the following described Property: AS TO:: [360, 431, 456, 564]
- notice-body-text: Owner is currently in default under certain provisions of the Master Deed Establishing Broadway Plantation Horizontal Property Regime Myrtle Beach, South Carolina by SVO Myrtle Beach, Inc., recorded in the Register of Deeds, Horry County, South Carolina ("Master Deed") as provided for in paragraph 8.1(b), as supplemented by the Fifth Amendment to the Master Deed, the lienholder has chosen to proceed with a non-judicial foreclosure procedure in accordance with Article 3 of Chapter 32 of Title 27 of the Code of Laws of South Carolina. The total amount due as of the date of the Foreclosure Sale is $2,766.93. If additional costs and/or fees associated with the foreclosure and sale are incurred, such additional costs and/or fees shall be added to this amount on the date of the Foreclosure Sale. 16,23: [360, 760, 455, 947]
- issue-date: OCTOBER 23, 2025: [764, 79, 866, 91]
- notice-defendant: JERRY T MIZZELL AND ELAINE S MIZZELL 2059 LAKE AVE CHARLESTON SC 29414-6218: [360, 394, 453, 416]
- notice-property-text: Unit Week 21 in Unit 0612, an Annual Unit Week, together with all appurtenances thereto, in Broadway Plantation Horizontal Property Regime, lying, situate and being in Horry County, South Carolina, and being more particularly shown and described by reference to the Master Deed of Broadway Plantation Horizontal Property Regime, establishing the said Horizontal Property Regime, said Master Deed being dated May 27, 1998 and recorded in the Office of the Register of Deeds for Horry County, South Carolina, in Deed Book 2043 at Page 716; et seq. and all applicable amendments thereto. The sale of the Property is to satisfy the past due obligations of the Owner(s) as evidenced by the Claim(s) of Lien duly recorded in the following Official Records Lien Book/Page: 300/1622, of the Public Records of Horry County, South Carolina.: [156, 1184, 252, 1365]
- notice-as-to: SHARON B. TEEL: [258, 565, 311, 573]
- notice-plaintiff: Broadway Plantation Owners' Association, Inc.,: [770, 991, 857, 1006]
- boilerplate-text: NOTICE IS HEREBY GIVEN that according to the Notice of Sale recorded in the Register of Deeds Office for Horry County, South Carolina, Daniel C. Zickefoose, as Trustee/Attorney and Eck, Conley & Richardson, P.L.L.C, 4000 Faber Place Drive, Suite 300, North Charleston, SC 29405 ("Creditor/Lienholder"), will sell to the highest and best bidder for cash, at the Sheraton Myrtle Beach Convention Center Hotel, 2101 North Oak Street, Myrtle Beach, SC 29577, in or near Meeting Room 201, beginning at 9:00 a.m. on November 14th, 2025, the following described Property: AS TO:: [258, 1125, 354, 1257]
- notice-contract: ("Owner") Contract number 0512-25A-406499.: [258, 416, 350, 430]
- notice-property-text: Unit Week 21 in Unit 0612, an Annual Unit Week, together with all appurtenances thereto, in Broadway Plantation Horizontal Property Regime, lying, situate and being in Horry County, South Carolina, and being more particularly shown and described by reference to the Master Deed of Broadway Plantation Horizontal Property Regime, establishing the said Horizontal Property Regime, said Master Deed being dated May 27, 1998 and recorded in the Office of the Register of Deeds for Horry County, South Carolina, in Deed Book 2043 at Page 716; et seq. and all applicable amendments thereto. The sale of the Property is to satisfy the past due obligations of the Owner(s) as evidenced by the Claim(s) of Lien duly recorded in the following Official Records Lien Book/Page: 300/1622, of the Public Records of Horry County, South Carolina.: [565, 1191, 661, 1372]
- notice-plaintiff: Broadway Plantation Owners' Association, Inc.,: [565, 984, 653, 999]
- section-bar-icon: [435, 65, 440, 91]
- boilerplate-text: Owner is currently in default under certain provisions of the Master Deed Establishing Broadway Plantation Horizontal Property Regime Myrtle Beach, South Carolina by SVO Myrtle Beach, Inc., recorded in the Register of Deeds, Horry County, South Carolina ("Master Deed") as provided for in paragraph 8.1(b), as supplemented by the Fifth Amendment to the Master Deed, the lienholder has chosen to proceed with a non-judicial foreclosure procedure in accordance with Article 3 of Chapter 32 of Title 27 of the Code of Laws of South Carolina. The total amount due as of the date of the Foreclosure Sale is $2,766.93. If additional costs and/or fees associated with the foreclosure and sale are incurred, such additional costs and/or fees shall be added to this amount on the date of the Foreclosure Sale. 16,23: [668, 133, 762, 321]
- notice-contract: ("Owner") Contract number 0923-26AF-409855.: [770, 422, 862, 437]
- notice-property-text: Unit Week 21 in Unit 0612, an Annual Unit Week, together with all appurtenances thereto, in Broadway Plantation Horizontal Property Regime, lying, situate and being in Horry County, South Carolina, and being more particularly shown and described by reference to the Master Deed of Broadway Plantation Horizontal Property Regime, establishing the said Horizontal Property Regime, said Master Deed being dated May 27, 1998 and recorded in the Office of the Register of Deeds for Horry County, South Carolina, in Deed Book 2043 at Page 716; et seq. and all applicable amendments thereto. The sale of the Property is to satisfy the past due obligations of the Owner(s) as evidenced by the Claim(s) of Lien duly recorded in the following Official Records Lien Book/Page: 300/1622, of the Public Records of Horry County, South Carolina.: [770, 578, 866, 759]
- notice-as-to: JACK W MAYO, JR. AND KIMBERLY K MAYO: [668, 1184, 740, 1199]
- notice-plaintiff: Broadway Plantation Owners' Association, Inc.,: [156, 991, 243, 1006]
- notice-trustee-text: NOTICE IS HEREBY GIVEN that according to the Notice of Sale recorded in the Register of Deeds Office for Horry County, South Carolina, Daniel C. Zickefoose, as Trustee/Attorney and Eck, Conley & Richardson, P.L.L.C, 4000 Faber Place Drive, Suite 300, North Charleston, SC 29405 ("Creditor/Lienholder"), will sell to the highest and best bidder for cash, at the Sheraton Myrtle Beach Convention Center Hotel, 2101 North Oak Street, Myrtle Beach, SC 29577, in or near Meeting Room 201, beginning at 9:00 a.m. on November 14th, 2025, the following described Property: AS TO:: [258, 431, 354, 564]
- boilerplate-text: Unit Week 21 in Unit 0612, an Annual Unit Week, together with all appurtenances thereto, in Broadway Plantation Horizontal Property Regime, lying, situate and being in Horry County, South Carolina, and being more particularly shown and described by reference to the Master Deed of Broadway Plantation Horizontal Property Regime, establishing the said Horizontal Property Regime, said Master Deed being dated May 27, 1998 and recorded in the Office of the Register of Deeds for Horry County, South Carolina, in Deed Book 2043 at Page 716; et seq. and all applicable amendments thereto. The sale of the Property is to satisfy the past due obligations of the Owner(s) as evidenced by the Claim(s) of Lien duly recorded in the following Official Records Lien Book/Page: 300/1622, of the Public Records of Horry County, South Carolina.: [668, 1570, 764, 1751]
- notice-property-text: Unit Week 21 in Unit 0612, an Annual Unit Week, together with all appurtenances thereto, in Broadway Plantation Horizontal Property Regime, lying, situate and being in Horry County, South Carolina, and being more particularly shown and described by reference to the Master Deed of Broadway Plantation Horizontal Property Regime, establishing the said Horizontal Property Regime, said Master Deed being dated May 27, 1998 and recorded in the Office of the Register of Deeds for Horry County, South Carolina, in Deed Book 2043 at Page 716; et seq. and all applicable amendments thereto. The sale of the Property is to satisfy the past due obligations of the Owner(s) as evidenced by the Claim(s) of Lien duly recorded in the following Official Records Lien Book/Page: 300/1622, of the Public Records of Horry County, South Carolina.: [463, 585, 559, 766]
- notice-body-text: Owner is currently in default under certain provisions of the Master Deed Establishing Broadway Plantation Horizontal Property Regime Myrtle Beach, South Carolina by SVO Myrtle Beach, Inc., recorded in the Register of Deeds, Horry County, South Carolina ("Master Deed") as provided for in paragraph 8.1(b), as supplemented by the Fifth Amendment to the Master Deed, the lienholder has chosen to proceed with a non-judicial foreclosure procedure in accordance with Article 3 of Chapter 32 of Title 27 of the Code of Laws of South Carolina. The total amount due as of the date of the Foreclosure Sale is $2,766.93. If additional costs and/or fees associated with the foreclosure and sale are incurred, such additional costs and/or fees shall be added to this amount on the date of the Foreclosure Sale. 16,23: [770, 1366, 865, 1553]
- notice-defendant: JACK W MAYO, JR. AND KIMBERLY K MAYO 477 NW DOVER CT PORT SAINT LUCIE FL 34983-3413: [668, 1007, 759, 1035]
- notice-heading: NOTICE OF FORECLOSURE SALE: [575, 950, 652, 982]
- notice-defendant: MARY L JOHNSON, MELISSA C JOHNSON AND JASON G JOHNSON 2747 DUNCANS CREEK ROAD BOSTIC NC 28018: [156, 373, 248, 409]
- notice-column: [361, 112, 456, 2075]
- notice-heading: NOTICE OF FORECLOSURE SALE: [165, 316, 243, 349]
- notice-as-to: DAVID R GRANA AND DEBRA S GRANA: [565, 1177, 659, 1192]
- notice-contract: ("Owner") Contract number 032120-47OP-409225.: [668, 1035, 743, 1050]
- notice-heading: NOTICE OF FORECLOSURE SALE: [779, 956, 857, 989]
- notice-versus: v.: [360, 1006, 366, 1014]
- page-number: C8: [156, 71, 182, 96]
- boilerplate-text: Owner is currently in default under certain provisions of the Master Deed Establishing Broadway Plantation Horizontal Property Regime Myrtle Beach, South Carolina by SVO Myrtle Beach, Inc., recorded in the Register of Deeds, Horry County, South Carolina ("Master Deed") as provided for in paragraph 8.1(b), as supplemented by the Fifth Amendment to the Master Deed, the lienholder has chosen to proceed with a non-judicial foreclosure procedure in accordance with Article 3 of Chapter 32 of Title 27 of the Code of Laws of South Carolina. The total amount due as of the date of the Foreclosure Sale is $2,766.93. If additional costs and/or fees associated with the foreclosure and sale are incurred, such additional costs and/or fees shall be added to this amount on the date of the Foreclosure Sale. 16,23: [360, 1864, 455, 2052]
- boilerplate-text: Owner is currently in default under certain provisions of the Master Deed Establishing Broadway Plantation Horizontal Property Regime Myrtle Beach, South Carolina by SVO Myrtle Beach, Inc., recorded in the Register of Deeds, Horry County, South Carolina ("Master Deed") as provided for in paragraph 8.1(b), as supplemented by the Fifth Amendment to the Master Deed, the lienholder has chosen to proceed with a non-judicial foreclosure procedure in accordance with Article 3 of Chapter 32 of Title 27 of the Code of Laws of South Carolina. The total amount due as of the date of the Foreclosure Sale is $2,766.93. If additional costs and/or fees associated with the foreclosure and sale are incurred, such additional costs and/or fees shall be added to this amount on the date of the Foreclosure Sale. 16,23: [668, 1885, 762, 2073]
- notice-trustee-text: NOTICE IS HEREBY GIVEN that according to the Notice of Sale recorded in the Register of Deeds Office for Horry County, South Carolina, Daniel C. Zickefoose, as Trustee/Attorney and Eck, Conley & Richardson, P.L.L.C, 4000 Faber Place Drive, Suite 300, North Charleston, SC 29405 ("Creditor/Lienholder"), will sell to the highest and best bidder for cash, at the Sheraton Myrtle Beach Convention Center Hotel, 2101 North Oak Street, Myrtle Beach, SC 29577, in or near Meeting Room 201, beginning at 9:00 a.m. on November 14th, 2025, the following described Property: AS TO:: [156, 1051, 251, 1183]
- notice-versus: v.: [770, 1006, 776, 1014]
